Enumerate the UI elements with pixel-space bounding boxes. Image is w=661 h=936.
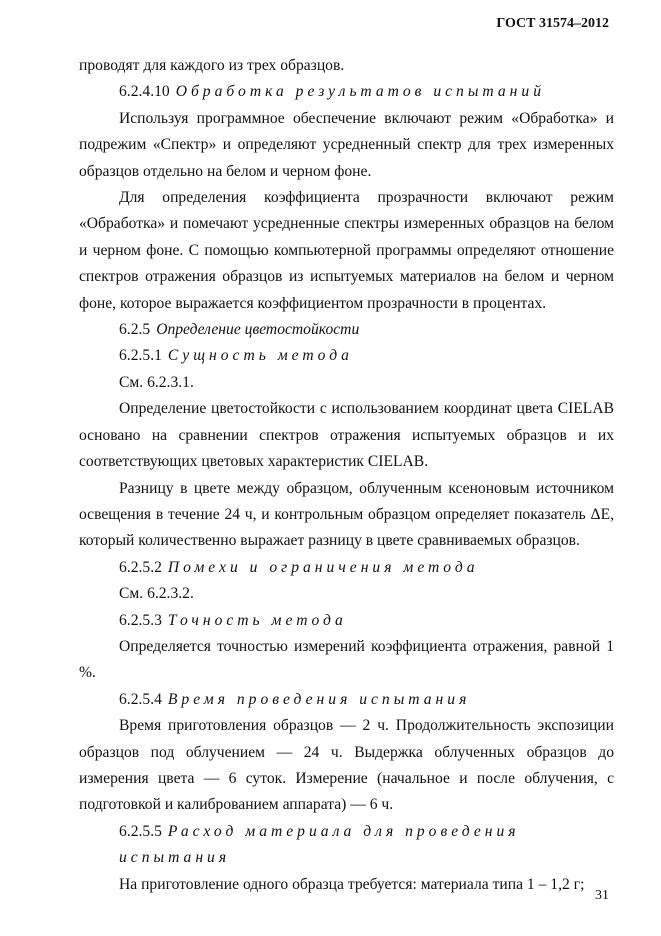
section-number: 6.2.5.4 xyxy=(119,690,162,708)
section-title: Определение цветостойкости xyxy=(156,321,360,339)
paragraph: Используя программное обеспечение включают режим «Обработка» и подрежим «Спектр» и определяют усредненный спектр для трех измеренных образцов отдельно на белом и черном фоне. xyxy=(79,109,614,180)
page-number: 31 xyxy=(595,888,609,903)
section-heading xyxy=(79,317,614,343)
section-number: 6.2.5.3 xyxy=(119,611,162,629)
section-title: Сущность метода xyxy=(167,347,353,365)
paragraph: Определение цветостойкости с использованием координат цвета CIELAB основано на сравнении спектров отражения испытуемых образцов и их соответствующих цветовых характеристик CIELAB. xyxy=(79,400,614,471)
section-title: Обработка результатов испытаний xyxy=(175,83,545,101)
section-number: 6.2.5.2 xyxy=(119,558,162,576)
section-heading xyxy=(79,555,614,581)
paragraph: См. 6.2.3.2. xyxy=(119,585,194,603)
section-title: Расход материала для проведения испытания xyxy=(119,822,520,867)
section-title: Время проведения испытания xyxy=(167,690,471,708)
continued-paragraph: проводят для каждого из трех образцов. xyxy=(79,57,345,74)
document-header: ГОСТ 31574–2012 xyxy=(496,16,609,31)
section-heading xyxy=(79,608,614,634)
paragraph: Время приготовления образцов — 2 ч. Продолжительность экспозиции образцов под облучением — 24 ч. Выдержка облученных образцов до измерения цвета — 6 суток. Измерение (начальное и после облучения, с подготовкой и калиброванием аппарата) — 6 ч. xyxy=(79,717,614,814)
section-heading xyxy=(79,343,614,369)
paragraph: Для определения коэффициента прозрачности включают режим «Обработка» и помечают усредненные спектры измеренных образцов на белом и черном фоне. С помощью компьютерной программы определяют отношение спектров отражения образцов из испытуемых материалов на белом и черном фоне, которое выражается коэффициентом прозрачности в процентах. xyxy=(79,189,614,312)
paragraph: См. 6.2.3.1. xyxy=(119,373,194,391)
section-number: 6.2.4.10 xyxy=(119,83,170,101)
document-body xyxy=(79,53,614,898)
section-heading xyxy=(79,687,614,713)
section-heading xyxy=(79,819,614,872)
section-title: Помехи и ограничения метода xyxy=(167,558,479,576)
section-number: 6.2.5.1 xyxy=(119,347,162,365)
section-title: Точность метода xyxy=(167,611,347,629)
section-number: 6.2.5 xyxy=(119,321,151,339)
paragraph: На приготовление одного образца требуется: материала типа 1 – 1,2 г; xyxy=(119,875,585,893)
section-number: 6.2.5.5 xyxy=(119,822,162,840)
paragraph: Разницу в цвете между образцом, облученным ксеноновым источником освещения в течение 24 ч, и контрольным образцом определяет показатель ΔE, который количественно выражает разницу в цвете сравниваемых образцов. xyxy=(79,479,614,550)
paragraph: Определяется точностью измерений коэффициента отражения, равной 1 %. xyxy=(79,637,614,682)
section-heading xyxy=(79,79,614,105)
